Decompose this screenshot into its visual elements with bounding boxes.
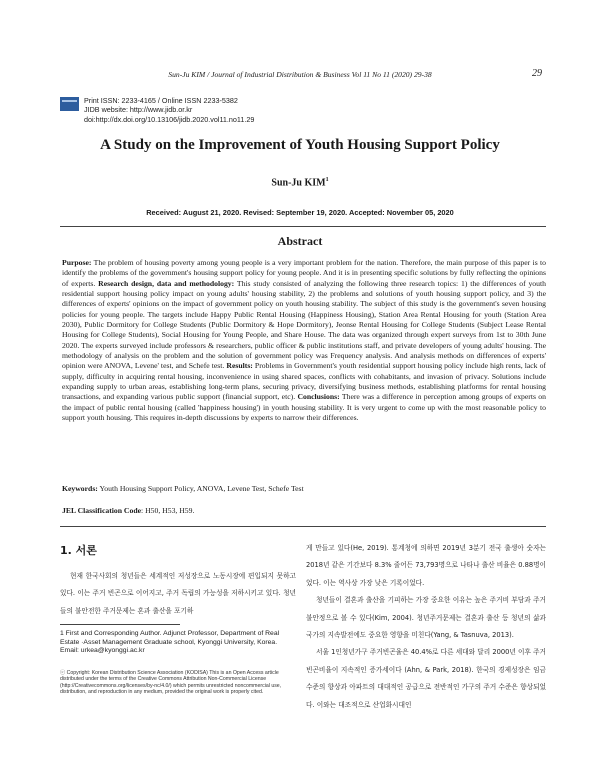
paper-title: A Study on the Improvement of Youth Housing Support Policy bbox=[100, 137, 500, 153]
conclusions-text: There was a difference in perception among groups of experts on the impact of public rental housing (called 'happiness housing') in youth housing stability. It is very urgent to come up with the most reasonable policy to support youth housing. This requires in-depth discussions by experts to narrow their differences. bbox=[62, 392, 546, 423]
conclusions-label: Conclusions: bbox=[297, 392, 340, 402]
page-number: 29 bbox=[532, 68, 542, 79]
journal-info bbox=[84, 96, 254, 124]
divider bbox=[60, 526, 546, 527]
purpose-label: Purpose: bbox=[62, 258, 92, 267]
journal-logo bbox=[60, 97, 79, 111]
paragraph: 청년들이 결혼과 출산을 기피하는 가장 중요한 이유는 높은 주거비 부담과 주거불안정으로 볼 수 있다(Kim, 2004). 청년주거문제는 결혼과 출산 등 청년의 삶과 국가의 지속발전에도 중요한 영향을 미친다(Yang, & Tasnuva, 2013). bbox=[306, 596, 546, 640]
paragraph: 게 만들고 있다(He, 2019). 통계청에 의하면 2019년 3분기 전국 출생아 숫자는 2018년 같은 기간보다 8.3% 줄어든 73,793명으로 나타나 출산 비율은 0.88명이었다. 이는 역사상 가장 낮은 기록이었다. bbox=[306, 544, 547, 587]
author-name: Sun-Ju KIM bbox=[271, 177, 326, 189]
design-text: This study consisted of analyzing the following three research topics: 1) the differences of youth residential support housing policy impact on young adults' housing stability, 2) the problems and solutions of youth housing support policy, and 3) the differences of experts' opinions on the impact of government policy on youth housing stability. The subject of this study is the government's seven housing policies for young people. The targets include Happy Public Rental Housing (Happiness Housing), Station Area Rental Housing for youth (Station Area 2030), Public Dormitory for College Students (Public Dormitory & Hope Dormitory), Jeonse Rental Housing for College Students (Subject Lease Rental Housing for College Students), Social Housing for Young People, and Share House. The data was organized through expert surveys from 1st to 30th June 2020. The experts surveyed include professors & researchers, public officer & public institutions staff, and private developers of young adults' housing. The methodology of analysis on the problem and the solution of government policy was Frequency analysis. And analysis methods on differences of experts' opinion were ANOVA, Levene' test, and Schefe test. bbox=[62, 278, 546, 371]
divider bbox=[60, 226, 546, 227]
keywords bbox=[62, 484, 304, 493]
purpose-text: The problem of housing poverty among young people is a very important problem for the nation. Therefore, the main purpose of this paper is to identify the problems of the government's housing support policy for young people. And it is in presenting specific solutions by fully reflecting the opinions of experts. bbox=[62, 258, 546, 288]
jel-codes bbox=[62, 506, 194, 515]
jel-text: : H50, H53, H59. bbox=[141, 506, 195, 515]
results-label: Results: bbox=[226, 361, 253, 371]
jel-label: JEL Classification Code bbox=[62, 506, 142, 515]
footnote-divider bbox=[60, 624, 180, 625]
doi-line: doi:http://dx.doi.org/10.13106/jidb.2020.vol11.no11.29 bbox=[84, 114, 255, 124]
website-line: JIDB website: http://www.jidb.or.kr bbox=[84, 105, 193, 115]
paragraph: 현재 한국사회의 청년들은 세계적인 저성장으로 노동시장에 편입되지 못하고 있다. 이는 주거 빈곤으로 이어지고, 주거 독립의 가능성을 저하시키고 있다. 청년들의 불안전한 주거문제는 혼과 출산을 포기하 bbox=[60, 572, 296, 615]
paragraph: 서울 1인청년가구 주거빈곤율은 40.4%로 다른 세대와 달리 2000년 이후 주거 빈곤비율이 지속적인 증가세이다 (Ahn, & Park, 2018). 한국의 경제성장은 임금수준의 향상과 아파트의 대대적인 공급으로 전반적인 가구의 주거 수준은 향상되었다. 이와는 대조적으로 산업화시대인 bbox=[306, 648, 546, 709]
keywords-text: Youth Housing Support Policy, ANOVA, Levene Test, Schefe Test bbox=[97, 484, 304, 493]
results-text: Problems in Government's youth residential support housing policy include high rents, lack of supply, difficulty in acquiring rental housing, inconvenience in using shared spaces, conflicts with cohabitants, and invasion of privacy. Solutions include expanding supply to urban areas, establishing long-term plans, securing privacy, diversifying business methods, establishing platforms for rental housing transactions, and expanding various public support (financial support, etc). bbox=[62, 361, 546, 402]
issn-line: Print ISSN: 2233-4165 / Online ISSN 2233-5382 bbox=[84, 96, 238, 105]
abstract-heading: Abstract bbox=[277, 234, 323, 248]
section-heading: 1. 서론 bbox=[60, 544, 97, 557]
keywords-label: Keywords: bbox=[62, 484, 98, 493]
author-footnote: 1 First and Corresponding Author. Adjunct Professor, Department of Real Estate ·Asset Management Graduate school, Kyonggi University, Korea. Email: urkea@kyonggi.ac.kr bbox=[60, 630, 280, 655]
body-text-right bbox=[306, 540, 546, 714]
author-mark: 1 bbox=[325, 177, 329, 183]
body-text-left bbox=[60, 568, 296, 620]
abstract-body bbox=[62, 258, 546, 424]
received-dates: Received: August 21, 2020. Revised: September 19, 2020. Accepted: November 05, 2020 bbox=[146, 208, 454, 217]
running-header: Sun-Ju KIM / Journal of Industrial Distribution & Business Vol 11 No 11 (2020) 29-38 bbox=[168, 70, 432, 79]
design-label: Research design, data and methodology: bbox=[98, 278, 235, 288]
author bbox=[0, 177, 600, 188]
copyright-notice: ⓒ Copyright: Korean Distribution Science Association (KODISA) This is an Open Access article distributed under the terms of the Creative Commons Attribution Non-Commercial License (http://Creativecommons.org/licenses/by-nc/4.0/) which permits unrestricted noncommercial use, distribution, and reproduction in any medium, provided the original work is properly cited. bbox=[60, 670, 282, 696]
